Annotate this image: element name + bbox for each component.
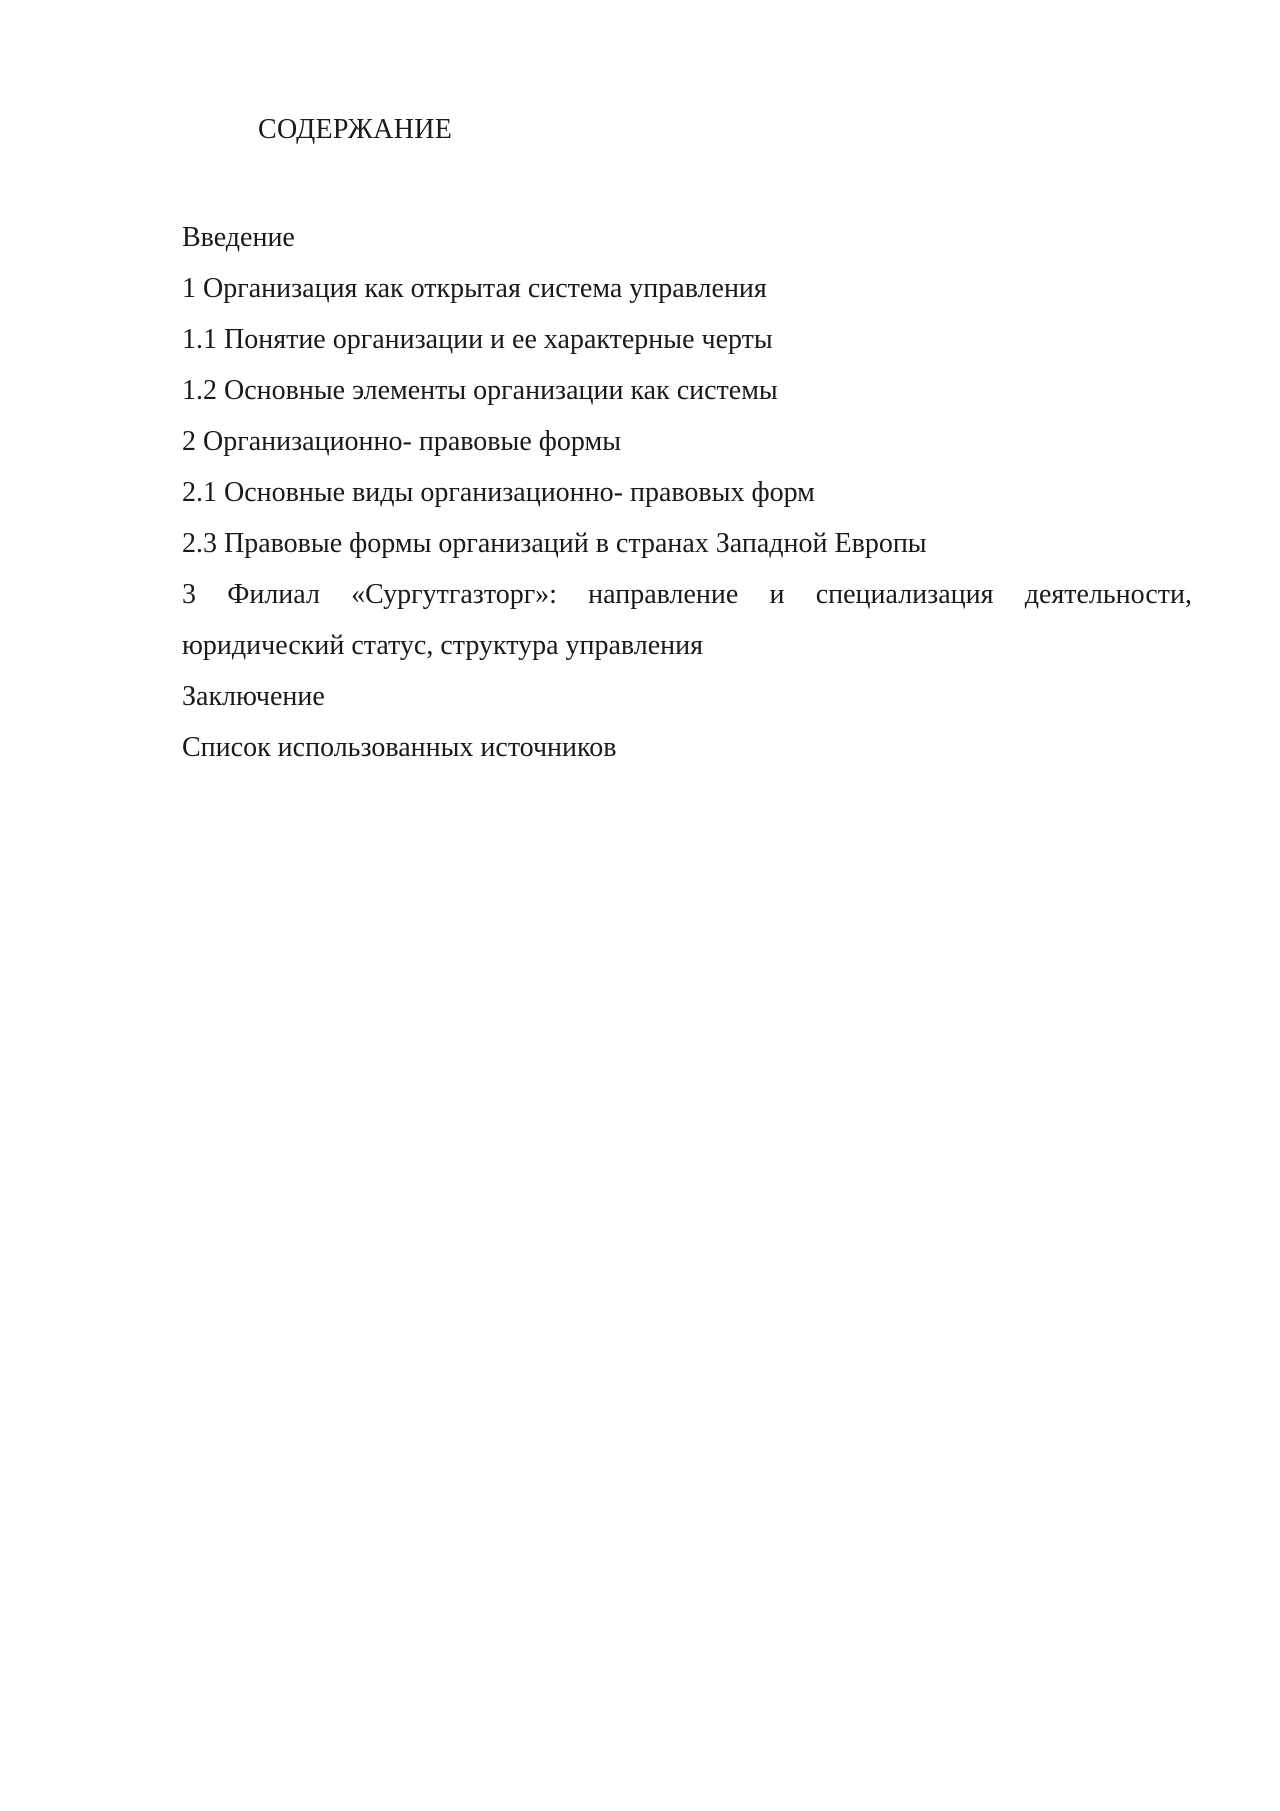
toc-item-section-1-2: 1.2 Основные элементы организации как системы [182, 375, 778, 406]
table-of-contents [182, 212, 1192, 773]
toc-item-conclusion: Заключение [182, 681, 325, 712]
page-title: СОДЕРЖАНИЕ [258, 114, 453, 145]
toc-item-introduction: Введение [182, 222, 295, 253]
toc-item-section-2-3: 2.3 Правовые формы организаций в странах Западной Европы [182, 528, 927, 559]
toc-item-section-1-1: 1.1 Понятие организации и ее характерные черты [182, 324, 773, 355]
toc-item-chapter-2: 2 Организационно- правовые формы [182, 426, 622, 457]
toc-item-chapter-3: 3 Филиал «Сургутгазторг»: направление и специализация деятельности, юридический статус, структура управления [182, 579, 1192, 661]
toc-item-section-2-1: 2.1 Основные виды организационно- правовых форм [182, 477, 815, 508]
toc-item-chapter-1: 1 Организация как открытая система управления [182, 273, 767, 304]
toc-item-references: Список использованных источников [182, 732, 617, 763]
